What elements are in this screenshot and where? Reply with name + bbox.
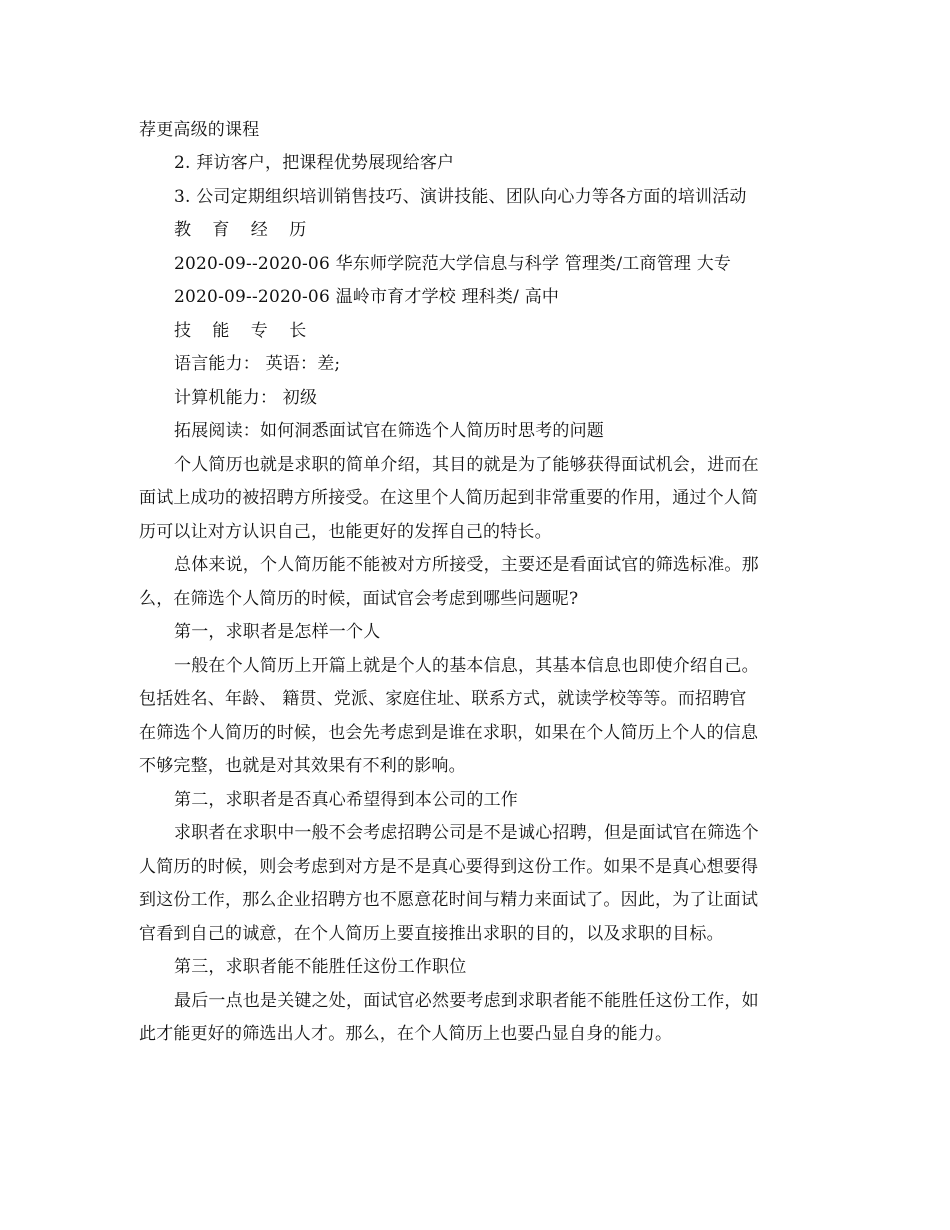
education-entry-1: 2020-09--2020-06 华东师学院范大学信息与科学 管理类/工商管理 大专: [174, 254, 732, 274]
subheading-point-3: 第三，求职者能不能胜任这份工作职位: [174, 957, 467, 977]
paragraph-line: 在筛选个人简历的时候，也会先考虑到是谁在求职，如果在个人简历上个人的信息: [139, 723, 759, 743]
paragraph-line: 面试上成功的被招聘方所接受。在这里个人简历起到非常重要的作用，通过个人简: [139, 488, 759, 508]
text-line-continuation: 荐更高级的课程: [139, 120, 260, 140]
paragraph-line: 不够完整，也就是对其效果有不利的影响。: [139, 756, 466, 776]
paragraph-line: 官看到自己的诚意，在个人简历上要直接推出求职的目的，以及求职的目标。: [139, 924, 724, 944]
subheading-point-2: 第二，求职者是否真心希望得到本公司的工作: [174, 790, 518, 810]
paragraph-line: 一般在个人简历上开篇上就是个人的基本信息，其基本信息也即使介绍自己。: [174, 656, 759, 676]
extended-reading-title: 拓展阅读：如何洞悉面试官在筛选个人简历时思考的问题: [174, 421, 604, 441]
paragraph-line: 人简历的时候，则会考虑到对方是不是真心要得到这份工作。如果不是真心想要得: [139, 857, 759, 877]
paragraph-line: 么，在筛选个人简历的时候，面试官会考虑到哪些问题呢?: [139, 589, 579, 609]
paragraph-line: 求职者在求职中一般不会考虑招聘公司是不是诚心招聘，但是面试官在筛选个: [174, 823, 759, 843]
paragraph-line: 包括姓名、年龄、 籍贯、党派、家庭住址、联系方式，就读学校等等。而招聘官: [139, 689, 747, 709]
paragraph-line: 最后一点也是关键之处，面试官必然要考虑到求职者能不能胜任这份工作，如: [174, 991, 759, 1011]
section-heading-skills: 技 能 专 长: [174, 321, 315, 341]
skill-computer: 计算机能力： 初级: [174, 388, 318, 408]
subheading-point-1: 第一，求职者是怎样一个人: [174, 622, 381, 642]
paragraph-line: 总体来说，个人简历能不能被对方所接受，主要还是看面试官的筛选标准。那: [174, 555, 759, 575]
paragraph-line: 历可以让对方认识自己，也能更好的发挥自己的特长。: [139, 522, 552, 542]
skill-language: 语言能力： 英语：差;: [174, 354, 341, 374]
job-duty-item-3: 3. 公司定期组织培训销售技巧、演讲技能、团队向心力等各方面的培训活动: [174, 187, 747, 207]
education-entry-2: 2020-09--2020-06 温岭市育才学校 理科类/ 高中: [174, 287, 560, 307]
section-heading-education: 教 育 经 历: [174, 220, 315, 240]
paragraph-line: 到这份工作，那么企业招聘方也不愿意花时间与精力来面试了。因此，为了让面试: [139, 890, 759, 910]
job-duty-item-2: 2. 拜访客户，把课程优势展现给客户: [174, 153, 455, 173]
paragraph-line: 此才能更好的筛选出人才。那么，在个人简历上也要凸显自身的能力。: [139, 1024, 673, 1044]
paragraph-line: 个人简历也就是求职的简单介绍，其目的就是为了能够获得面试机会，进而在: [174, 455, 759, 475]
